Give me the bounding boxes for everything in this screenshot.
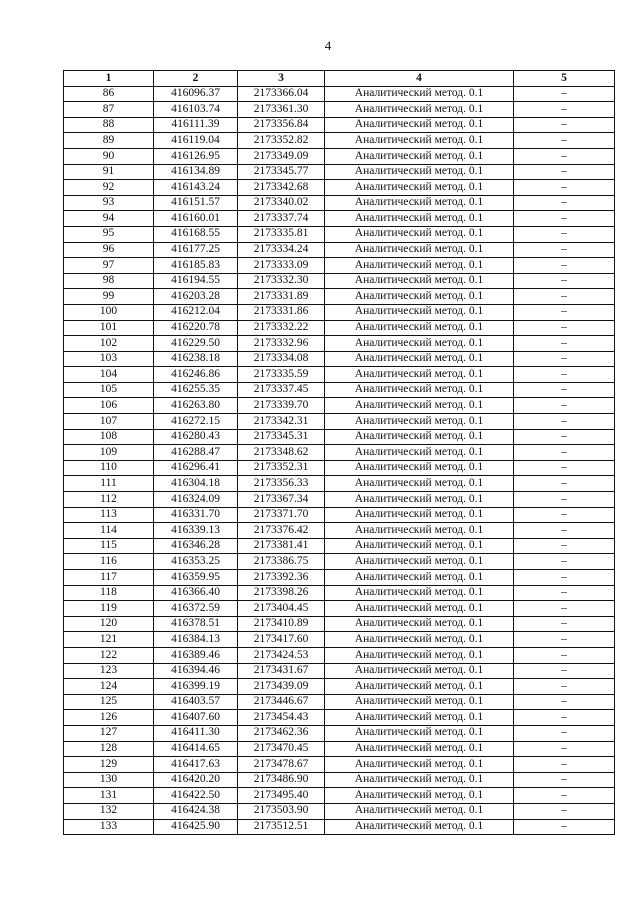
point-number-cell: 108 [64,429,154,445]
y-coordinate-cell: 2173331.86 [238,304,325,320]
method-cell: Аналитический метод. 0.1 [325,492,514,508]
x-coordinate-cell: 416255.35 [154,382,238,398]
x-coordinate-cell: 416203.28 [154,289,238,305]
note-cell: – [514,117,615,133]
point-number-cell: 94 [64,211,154,227]
note-cell: – [514,585,615,601]
table-row [64,523,615,539]
y-coordinate-cell: 2173345.31 [238,429,325,445]
table-row [64,351,615,367]
note-cell: – [514,757,615,773]
method-cell: Аналитический метод. 0.1 [325,538,514,554]
table-body [64,86,615,835]
note-cell: – [514,710,615,726]
x-coordinate-cell: 416359.95 [154,570,238,586]
table-row [64,226,615,242]
table-row [64,601,615,617]
note-cell: – [514,632,615,648]
table-row [64,694,615,710]
x-coordinate-cell: 416304.18 [154,476,238,492]
y-coordinate-cell: 2173439.09 [238,679,325,695]
point-number-cell: 131 [64,788,154,804]
table-row [64,710,615,726]
x-coordinate-cell: 416134.89 [154,164,238,180]
y-coordinate-cell: 2173431.67 [238,663,325,679]
method-cell: Аналитический метод. 0.1 [325,195,514,211]
y-coordinate-cell: 2173332.30 [238,273,325,289]
y-coordinate-cell: 2173333.09 [238,258,325,274]
y-coordinate-cell: 2173342.31 [238,414,325,430]
table-row [64,180,615,196]
x-coordinate-cell: 416168.55 [154,226,238,242]
x-coordinate-cell: 416119.04 [154,133,238,149]
note-cell: – [514,554,615,570]
note-cell: – [514,679,615,695]
y-coordinate-cell: 2173503.90 [238,803,325,819]
method-cell: Аналитический метод. 0.1 [325,320,514,336]
method-cell: Аналитический метод. 0.1 [325,304,514,320]
note-cell: – [514,180,615,196]
method-cell: Аналитический метод. 0.1 [325,382,514,398]
x-coordinate-cell: 416280.43 [154,429,238,445]
table-row [64,445,615,461]
method-cell: Аналитический метод. 0.1 [325,819,514,835]
x-coordinate-cell: 416366.40 [154,585,238,601]
table-row [64,492,615,508]
x-coordinate-cell: 416126.95 [154,148,238,164]
x-coordinate-cell: 416177.25 [154,242,238,258]
y-coordinate-cell: 2173331.89 [238,289,325,305]
y-coordinate-cell: 2173512.51 [238,819,325,835]
point-number-cell: 97 [64,258,154,274]
x-coordinate-cell: 416399.19 [154,679,238,695]
point-number-cell: 129 [64,757,154,773]
x-coordinate-cell: 416111.39 [154,117,238,133]
y-coordinate-cell: 2173371.70 [238,507,325,523]
point-number-cell: 112 [64,492,154,508]
y-coordinate-cell: 2173352.31 [238,460,325,476]
table-row [64,304,615,320]
y-coordinate-cell: 2173356.33 [238,476,325,492]
table-row [64,86,615,102]
point-number-cell: 107 [64,414,154,430]
point-number-cell: 95 [64,226,154,242]
point-number-cell: 102 [64,336,154,352]
point-number-cell: 93 [64,195,154,211]
point-number-cell: 113 [64,507,154,523]
note-cell: – [514,476,615,492]
point-number-cell: 106 [64,398,154,414]
y-coordinate-cell: 2173335.59 [238,367,325,383]
method-cell: Аналитический метод. 0.1 [325,585,514,601]
point-number-cell: 124 [64,679,154,695]
y-coordinate-cell: 2173404.45 [238,601,325,617]
note-cell: – [514,133,615,149]
table-row [64,632,615,648]
table-row [64,585,615,601]
y-coordinate-cell: 2173332.96 [238,336,325,352]
note-cell: – [514,258,615,274]
table-row [64,164,615,180]
header-col-3: 3 [238,71,325,87]
point-number-cell: 100 [64,304,154,320]
table-row [64,788,615,804]
table-row [64,741,615,757]
method-cell: Аналитический метод. 0.1 [325,148,514,164]
note-cell: – [514,570,615,586]
note-cell: – [514,86,615,102]
header-col-5: 5 [514,71,615,87]
note-cell: – [514,242,615,258]
x-coordinate-cell: 416194.55 [154,273,238,289]
note-cell: – [514,523,615,539]
coordinates-table [63,70,615,835]
y-coordinate-cell: 2173356.84 [238,117,325,133]
x-coordinate-cell: 416403.57 [154,694,238,710]
note-cell: – [514,694,615,710]
y-coordinate-cell: 2173340.02 [238,195,325,211]
x-coordinate-cell: 416417.63 [154,757,238,773]
x-coordinate-cell: 416372.59 [154,601,238,617]
table-row [64,554,615,570]
note-cell: – [514,211,615,227]
table-row [64,117,615,133]
point-number-cell: 99 [64,289,154,305]
y-coordinate-cell: 2173417.60 [238,632,325,648]
table-row [64,803,615,819]
y-coordinate-cell: 2173424.53 [238,647,325,663]
note-cell: – [514,367,615,383]
method-cell: Аналитический метод. 0.1 [325,414,514,430]
x-coordinate-cell: 416185.83 [154,258,238,274]
method-cell: Аналитический метод. 0.1 [325,694,514,710]
header-col-4: 4 [325,71,514,87]
method-cell: Аналитический метод. 0.1 [325,445,514,461]
point-number-cell: 127 [64,725,154,741]
note-cell: – [514,289,615,305]
method-cell: Аналитический метод. 0.1 [325,367,514,383]
header-col-2: 2 [154,71,238,87]
table-row [64,367,615,383]
method-cell: Аналитический метод. 0.1 [325,117,514,133]
x-coordinate-cell: 416272.15 [154,414,238,430]
table-row [64,320,615,336]
y-coordinate-cell: 2173345.77 [238,164,325,180]
x-coordinate-cell: 416378.51 [154,616,238,632]
point-number-cell: 101 [64,320,154,336]
y-coordinate-cell: 2173470.45 [238,741,325,757]
note-cell: – [514,616,615,632]
table-row [64,647,615,663]
x-coordinate-cell: 416238.18 [154,351,238,367]
table-row [64,289,615,305]
table-row [64,679,615,695]
point-number-cell: 91 [64,164,154,180]
table-row [64,195,615,211]
point-number-cell: 103 [64,351,154,367]
y-coordinate-cell: 2173446.67 [238,694,325,710]
x-coordinate-cell: 416160.01 [154,211,238,227]
table-header [64,71,615,87]
point-number-cell: 133 [64,819,154,835]
method-cell: Аналитический метод. 0.1 [325,460,514,476]
table-row [64,258,615,274]
note-cell: – [514,819,615,835]
y-coordinate-cell: 2173495.40 [238,788,325,804]
point-number-cell: 132 [64,803,154,819]
note-cell: – [514,304,615,320]
method-cell: Аналитический метод. 0.1 [325,398,514,414]
y-coordinate-cell: 2173352.82 [238,133,325,149]
table-row [64,242,615,258]
point-number-cell: 116 [64,554,154,570]
y-coordinate-cell: 2173335.81 [238,226,325,242]
method-cell: Аналитический метод. 0.1 [325,570,514,586]
x-coordinate-cell: 416411.30 [154,725,238,741]
method-cell: Аналитический метод. 0.1 [325,803,514,819]
y-coordinate-cell: 2173376.42 [238,523,325,539]
point-number-cell: 88 [64,117,154,133]
x-coordinate-cell: 416220.78 [154,320,238,336]
point-number-cell: 125 [64,694,154,710]
y-coordinate-cell: 2173410.89 [238,616,325,632]
point-number-cell: 120 [64,616,154,632]
point-number-cell: 109 [64,445,154,461]
x-coordinate-cell: 416353.25 [154,554,238,570]
x-coordinate-cell: 416384.13 [154,632,238,648]
method-cell: Аналитический метод. 0.1 [325,102,514,118]
table-row [64,133,615,149]
x-coordinate-cell: 416331.70 [154,507,238,523]
point-number-cell: 110 [64,460,154,476]
table-row [64,725,615,741]
method-cell: Аналитический метод. 0.1 [325,258,514,274]
table-row [64,429,615,445]
method-cell: Аналитический метод. 0.1 [325,725,514,741]
point-number-cell: 87 [64,102,154,118]
y-coordinate-cell: 2173366.04 [238,86,325,102]
x-coordinate-cell: 416420.20 [154,772,238,788]
note-cell: – [514,663,615,679]
method-cell: Аналитический метод. 0.1 [325,507,514,523]
table-row [64,476,615,492]
table-row [64,102,615,118]
method-cell: Аналитический метод. 0.1 [325,226,514,242]
point-number-cell: 90 [64,148,154,164]
note-cell: – [514,788,615,804]
y-coordinate-cell: 2173332.22 [238,320,325,336]
method-cell: Аналитический метод. 0.1 [325,351,514,367]
x-coordinate-cell: 416288.47 [154,445,238,461]
point-number-cell: 128 [64,741,154,757]
x-coordinate-cell: 416339.13 [154,523,238,539]
method-cell: Аналитический метод. 0.1 [325,757,514,773]
table-row [64,772,615,788]
method-cell: Аналитический метод. 0.1 [325,242,514,258]
note-cell: – [514,429,615,445]
method-cell: Аналитический метод. 0.1 [325,710,514,726]
x-coordinate-cell: 416389.46 [154,647,238,663]
x-coordinate-cell: 416424.38 [154,803,238,819]
table-row [64,819,615,835]
y-coordinate-cell: 2173361.30 [238,102,325,118]
x-coordinate-cell: 416151.57 [154,195,238,211]
note-cell: – [514,195,615,211]
note-cell: – [514,460,615,476]
y-coordinate-cell: 2173486.90 [238,772,325,788]
note-cell: – [514,507,615,523]
x-coordinate-cell: 416394.46 [154,663,238,679]
x-coordinate-cell: 416346.28 [154,538,238,554]
method-cell: Аналитический метод. 0.1 [325,741,514,757]
table-row [64,538,615,554]
point-number-cell: 96 [64,242,154,258]
method-cell: Аналитический метод. 0.1 [325,632,514,648]
y-coordinate-cell: 2173339.70 [238,398,325,414]
method-cell: Аналитический метод. 0.1 [325,616,514,632]
method-cell: Аналитический метод. 0.1 [325,476,514,492]
point-number-cell: 130 [64,772,154,788]
table-row [64,570,615,586]
point-number-cell: 111 [64,476,154,492]
table-row [64,414,615,430]
method-cell: Аналитический метод. 0.1 [325,554,514,570]
y-coordinate-cell: 2173462.36 [238,725,325,741]
method-cell: Аналитический метод. 0.1 [325,336,514,352]
note-cell: – [514,647,615,663]
note-cell: – [514,445,615,461]
y-coordinate-cell: 2173478.67 [238,757,325,773]
point-number-cell: 119 [64,601,154,617]
note-cell: – [514,398,615,414]
method-cell: Аналитический метод. 0.1 [325,523,514,539]
x-coordinate-cell: 416296.41 [154,460,238,476]
method-cell: Аналитический метод. 0.1 [325,679,514,695]
table-row [64,616,615,632]
point-number-cell: 121 [64,632,154,648]
x-coordinate-cell: 416096.37 [154,86,238,102]
method-cell: Аналитический метод. 0.1 [325,86,514,102]
y-coordinate-cell: 2173386.75 [238,554,325,570]
note-cell: – [514,725,615,741]
x-coordinate-cell: 416263.80 [154,398,238,414]
y-coordinate-cell: 2173392.36 [238,570,325,586]
method-cell: Аналитический метод. 0.1 [325,273,514,289]
x-coordinate-cell: 416212.04 [154,304,238,320]
point-number-cell: 122 [64,647,154,663]
table-row [64,398,615,414]
point-number-cell: 86 [64,86,154,102]
note-cell: – [514,351,615,367]
x-coordinate-cell: 416422.50 [154,788,238,804]
note-cell: – [514,164,615,180]
point-number-cell: 92 [64,180,154,196]
table-row [64,148,615,164]
x-coordinate-cell: 416425.90 [154,819,238,835]
method-cell: Аналитический метод. 0.1 [325,663,514,679]
y-coordinate-cell: 2173348.62 [238,445,325,461]
method-cell: Аналитический метод. 0.1 [325,647,514,663]
y-coordinate-cell: 2173337.45 [238,382,325,398]
table-row [64,507,615,523]
y-coordinate-cell: 2173367.34 [238,492,325,508]
x-coordinate-cell: 416324.09 [154,492,238,508]
note-cell: – [514,336,615,352]
x-coordinate-cell: 416229.50 [154,336,238,352]
note-cell: – [514,273,615,289]
header-col-1: 1 [64,71,154,87]
point-number-cell: 89 [64,133,154,149]
note-cell: – [514,601,615,617]
y-coordinate-cell: 2173349.09 [238,148,325,164]
table-row [64,382,615,398]
note-cell: – [514,492,615,508]
method-cell: Аналитический метод. 0.1 [325,211,514,227]
point-number-cell: 126 [64,710,154,726]
y-coordinate-cell: 2173334.24 [238,242,325,258]
note-cell: – [514,226,615,242]
note-cell: – [514,382,615,398]
x-coordinate-cell: 416103.74 [154,102,238,118]
x-coordinate-cell: 416246.86 [154,367,238,383]
note-cell: – [514,803,615,819]
y-coordinate-cell: 2173337.74 [238,211,325,227]
point-number-cell: 123 [64,663,154,679]
note-cell: – [514,772,615,788]
point-number-cell: 117 [64,570,154,586]
table-row [64,757,615,773]
y-coordinate-cell: 2173454.43 [238,710,325,726]
y-coordinate-cell: 2173342.68 [238,180,325,196]
note-cell: – [514,741,615,757]
point-number-cell: 98 [64,273,154,289]
point-number-cell: 114 [64,523,154,539]
page-number: 4 [324,38,332,53]
point-number-cell: 115 [64,538,154,554]
method-cell: Аналитический метод. 0.1 [325,429,514,445]
note-cell: – [514,538,615,554]
table-row [64,663,615,679]
table-row [64,273,615,289]
method-cell: Аналитический метод. 0.1 [325,772,514,788]
method-cell: Аналитический метод. 0.1 [325,133,514,149]
method-cell: Аналитический метод. 0.1 [325,289,514,305]
table-row [64,211,615,227]
x-coordinate-cell: 416414.65 [154,741,238,757]
point-number-cell: 105 [64,382,154,398]
note-cell: – [514,148,615,164]
method-cell: Аналитический метод. 0.1 [325,601,514,617]
method-cell: Аналитический метод. 0.1 [325,164,514,180]
table-row [64,336,615,352]
point-number-cell: 104 [64,367,154,383]
note-cell: – [514,320,615,336]
x-coordinate-cell: 416143.24 [154,180,238,196]
y-coordinate-cell: 2173334.08 [238,351,325,367]
method-cell: Аналитический метод. 0.1 [325,788,514,804]
method-cell: Аналитический метод. 0.1 [325,180,514,196]
note-cell: – [514,102,615,118]
table-row [64,460,615,476]
x-coordinate-cell: 416407.60 [154,710,238,726]
point-number-cell: 118 [64,585,154,601]
y-coordinate-cell: 2173398.26 [238,585,325,601]
note-cell: – [514,414,615,430]
y-coordinate-cell: 2173381.41 [238,538,325,554]
header-row [64,71,615,87]
